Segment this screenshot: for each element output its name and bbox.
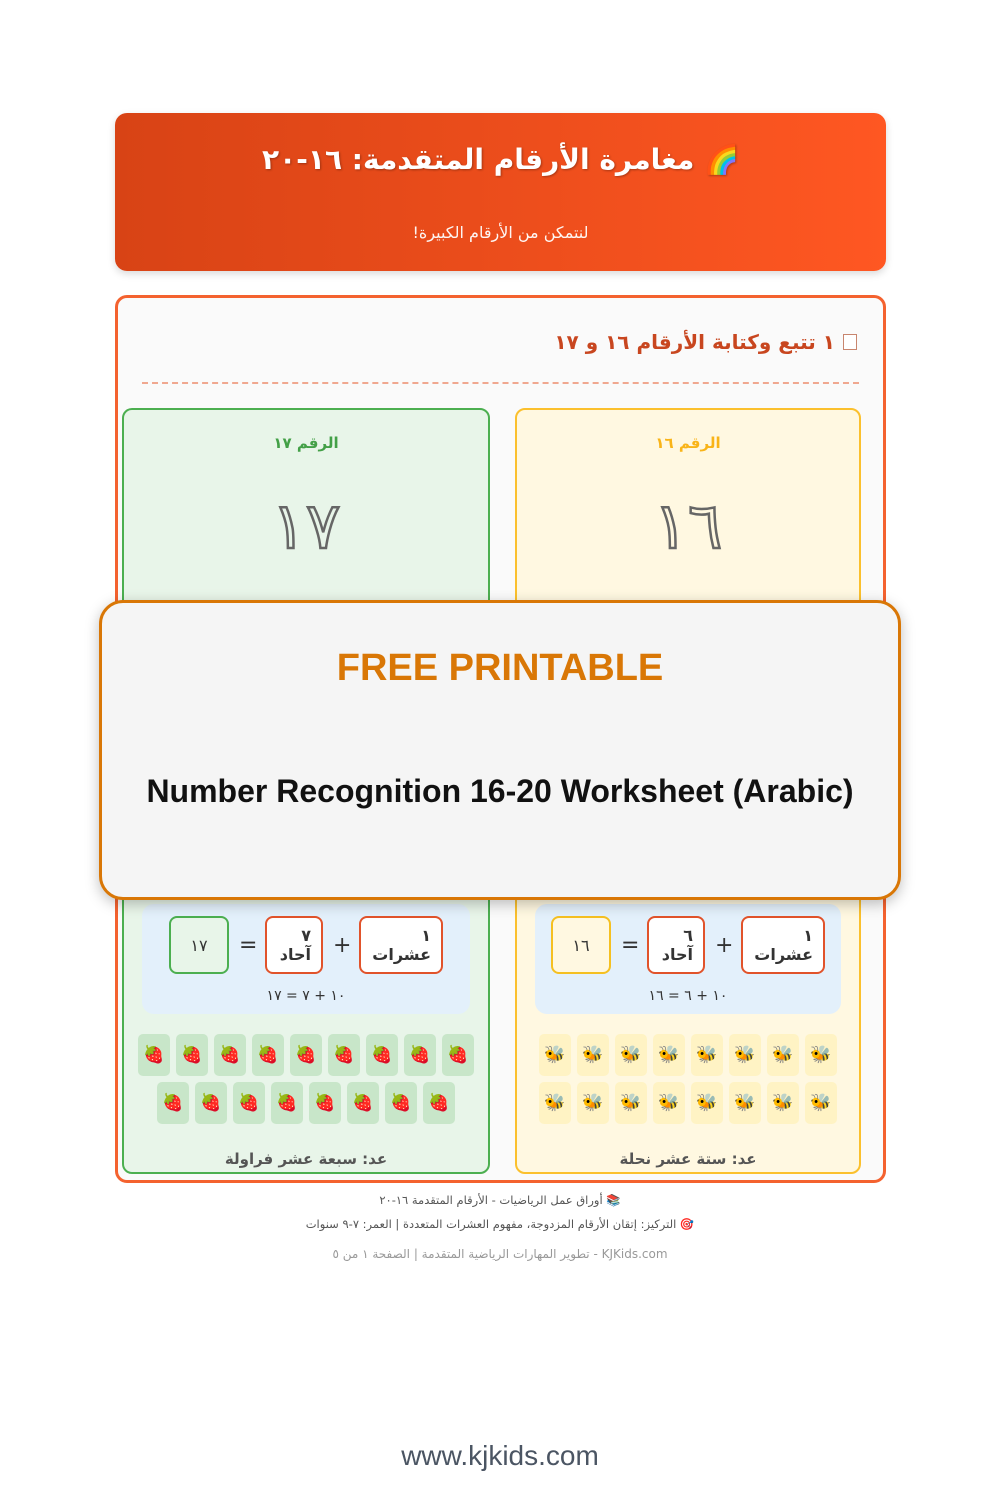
worksheet-subtitle: لنتمكن من الأرقام الكبيرة! [412,223,589,242]
plus-sign: + [715,932,734,958]
free-printable-banner [99,600,901,900]
strawberry-icon: 🍓 [423,1082,455,1124]
worksheet-title: 🌈 مغامرة الأرقام المتقدمة: ١٦-٢٠ [262,143,739,176]
strawberry-row-2 [124,1082,488,1124]
strawberry-icon: 🍓 [442,1034,474,1076]
worksheet-header [115,113,886,271]
equals-sign: = [621,932,640,958]
place-value-box [535,904,841,1014]
bee-row-1 [517,1034,859,1076]
ones-chip: ٧ آحاد [265,916,323,974]
strawberry-icon: 🍓 [271,1082,303,1124]
trace-number: ١٧ [271,490,341,564]
bee-icon: 🐝 [805,1034,837,1076]
section-title: ١ تتبع وكتابة الأرقام ١٦ و ١٧ [554,330,857,354]
bee-icon: 🐝 [539,1034,571,1076]
rainbow-icon: 🌈 [704,143,739,176]
place-value-row [142,916,470,974]
bee-icon: 🐝 [653,1082,685,1124]
strawberry-icon: 🍓 [157,1082,189,1124]
trace-number: ١٦ [653,490,723,564]
bee-icon: 🐝 [539,1082,571,1124]
strawberry-icon: 🍓 [138,1034,170,1076]
strawberry-icon: 🍓 [309,1082,341,1124]
strawberry-icon: 🍓 [385,1082,417,1124]
strawberry-icon: 🍓 [214,1034,246,1076]
bee-icon: 🐝 [729,1082,761,1124]
dashed-divider [142,382,859,384]
count-label: عد: سبعة عشر فراولة [224,1150,388,1168]
equation-text: ١٠ + ٧ = ١٧ [266,988,346,1004]
checkbox-icon [843,334,857,350]
strawberry-icon: 🍓 [252,1034,284,1076]
strawberry-icon: 🍓 [195,1082,227,1124]
bee-icon: 🐝 [767,1082,799,1124]
strawberry-icon: 🍓 [366,1034,398,1076]
strawberry-icon: 🍓 [290,1034,322,1076]
strawberry-row-1 [124,1034,488,1076]
strawberry-icon: 🍓 [404,1034,436,1076]
bee-row-2 [517,1082,859,1124]
tens-chip: ١ عشرات [359,916,443,974]
result-chip: ١٧ [169,916,229,974]
ones-chip: ٦ آحاد [647,916,705,974]
footer-line-focus: 🎯 التركيز: إتقان الأرقام المزدوجة، مفهوم العشرات المتعددة | العمر: ٧-٩ سنوات [305,1217,695,1231]
footer-line-page: KJKids.com - تطوير المهارات الرياضية المتقدمة | الصفحة ١ من ٥ [332,1247,668,1261]
bee-icon: 🐝 [767,1034,799,1076]
equation-text: ١٠ + ٦ = ١٦ [648,988,728,1004]
bee-icon: 🐝 [577,1034,609,1076]
banner-title: Number Recognition 16-20 Worksheet (Arabic) [146,773,854,809]
worksheet-footer [0,1188,1000,1266]
bee-icon: 🐝 [577,1082,609,1124]
strawberry-icon: 🍓 [176,1034,208,1076]
count-label: عد: ستة عشر نحلة [619,1150,757,1168]
place-value-box [142,904,470,1014]
bee-icon: 🐝 [805,1082,837,1124]
tens-chip: ١ عشرات [741,916,825,974]
strawberry-icon: 🍓 [347,1082,379,1124]
card-label: الرقم ١٧ [273,434,339,452]
bee-icon: 🐝 [653,1034,685,1076]
footer-line-books: 📚 أوراق عمل الرياضيات - الأرقام المتقدمة ١٦-٢٠ [379,1193,621,1207]
banner-kicker: FREE PRINTABLE [336,647,664,689]
result-chip: ١٦ [551,916,611,974]
place-value-row [535,916,841,974]
site-url[interactable]: www.kjkids.com [401,1440,599,1471]
bee-icon: 🐝 [691,1082,723,1124]
bee-icon: 🐝 [615,1034,647,1076]
card-label: الرقم ١٦ [655,434,721,452]
strawberry-icon: 🍓 [328,1034,360,1076]
strawberry-icon: 🍓 [233,1082,265,1124]
equals-sign: = [239,932,258,958]
bee-icon: 🐝 [615,1082,647,1124]
plus-sign: + [333,932,352,958]
bee-icon: 🐝 [691,1034,723,1076]
bee-icon: 🐝 [729,1034,761,1076]
